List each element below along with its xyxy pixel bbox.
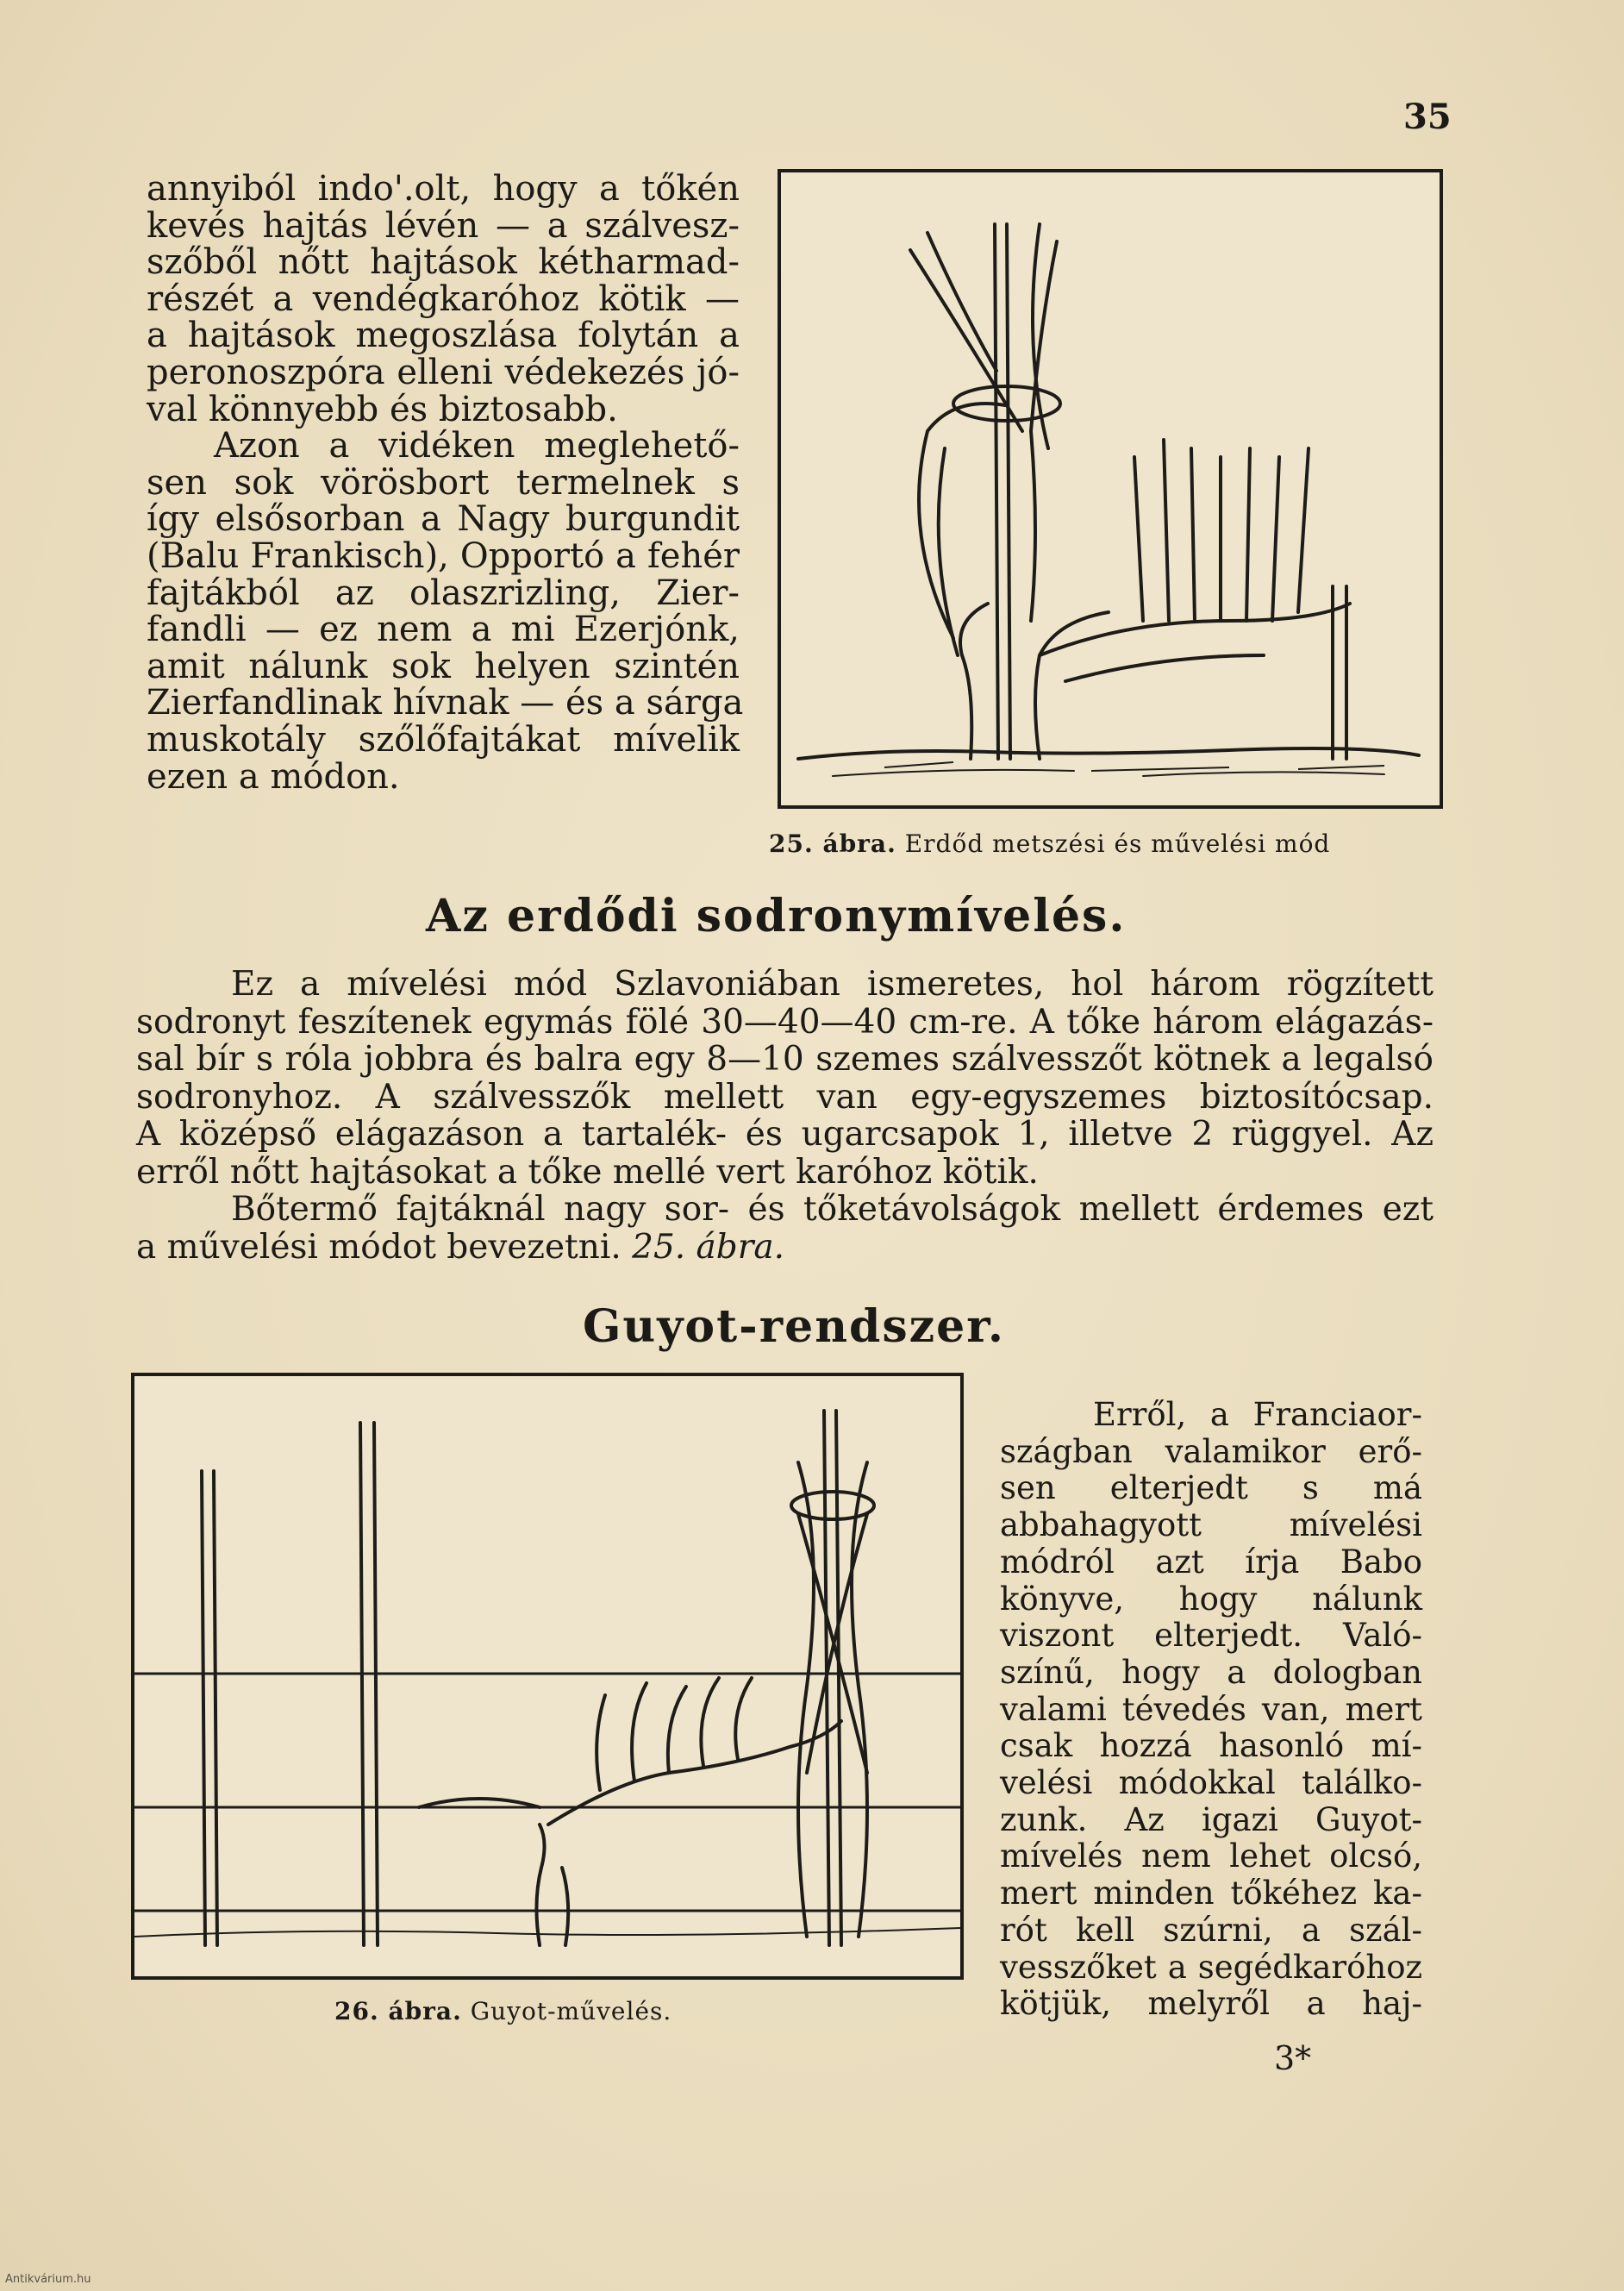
text-line: val könnyebb és biztosabb. bbox=[147, 389, 618, 429]
signature-mark: 3* bbox=[1274, 2039, 1312, 2077]
text-line: viszont elterjedt. Való- bbox=[1000, 1617, 1422, 1655]
text-line bbox=[136, 1229, 1433, 1267]
section-1-body bbox=[136, 966, 1433, 1266]
text-line: színű, hogy a dologban bbox=[1000, 1653, 1422, 1691]
text-line: rót kell szúrni, a szál- bbox=[1000, 1911, 1422, 1949]
text-line-content: a művelési módot bevezetni. bbox=[136, 1227, 621, 1267]
watermark: Antikvárium.hu bbox=[5, 2273, 91, 2286]
text-line: abbahagyott mívelési bbox=[1000, 1506, 1422, 1544]
text-line: Zierfandlinak hívnak — és a sárga bbox=[147, 683, 744, 723]
figure-26-caption-number: 26. ábra. bbox=[334, 1997, 462, 2025]
text-line: valami tévedés van, mert bbox=[1000, 1690, 1422, 1728]
text-line: sodronyhoz. A szálvesszők mellett van egy-egyszemes biztosítócsap. bbox=[136, 1077, 1433, 1117]
section-2-body bbox=[1000, 1397, 1422, 2023]
text-line: szőből nőtt hajtások kétharmad- bbox=[147, 242, 740, 283]
text-line: kötjük, melyről a haj- bbox=[1000, 1985, 1422, 2023]
text-line: Azon a vidéken meglehető- bbox=[214, 426, 740, 466]
figure-reference: 25. ábra. bbox=[632, 1227, 785, 1267]
text-line: mívelés nem lehet olcsó, bbox=[1000, 1837, 1422, 1875]
text-line: így elsősorban a Nagy burgundit bbox=[147, 499, 740, 540]
text-line: sen elterjedt s má bbox=[1000, 1469, 1422, 1507]
vine-trellis-drawing-icon bbox=[134, 1376, 960, 1976]
vine-drawing-icon bbox=[781, 172, 1440, 805]
text-line: fandli — ez nem a mi Ezerjónk, bbox=[147, 610, 740, 650]
figure-26-caption bbox=[334, 1997, 671, 2025]
text-line: könyve, hogy nálunk bbox=[1000, 1580, 1422, 1618]
figure-25-caption bbox=[769, 829, 1330, 858]
text-line: Bőtermő fajtáknál nagy sor- és tőketávolságok mellett érdemes ezt bbox=[231, 1190, 1433, 1229]
text-line: muskotály szőlőfajtákat mívelik bbox=[147, 719, 740, 760]
text-line: (Balu Frankisch), Opportó a fehér bbox=[147, 535, 740, 576]
text-line: erről nőtt hajtásokat a tőke mellé vert karóhoz kötik. bbox=[136, 1152, 1039, 1192]
text-line: szágban valamikor erő- bbox=[1000, 1432, 1422, 1470]
figure-25-erdod-vine-illustration bbox=[778, 169, 1443, 809]
text-line: csak hozzá hasonló mí- bbox=[1000, 1727, 1422, 1765]
text-line: módról azt írja Babo bbox=[1000, 1543, 1422, 1581]
text-line: sal bír s róla jobbra és balra egy 8—10 szemes szálvesszőt kötnek a legalsó bbox=[136, 1040, 1433, 1079]
text-line: Ez a mívelési mód Szlavoniában ismeretes, hol három rögzített bbox=[231, 965, 1433, 1004]
text-line: zunk. Az igazi Guyot- bbox=[1000, 1800, 1422, 1838]
figure-25-caption-text: Erdőd metszési és művelési mód bbox=[904, 829, 1331, 858]
page-number: 35 bbox=[1403, 97, 1452, 137]
figure-25-caption-number: 25. ábra. bbox=[769, 829, 896, 858]
text-line: vesszőket a segédkaróhoz bbox=[1000, 1948, 1422, 1986]
figure-26-guyot-vine-illustration bbox=[131, 1373, 964, 1980]
figure-26-caption-text: Guyot-művelés. bbox=[470, 1997, 672, 2025]
text-line: fajtákból az olaszrizling, Zier- bbox=[147, 573, 740, 613]
section-title-erdodi-sodronymiveles: Az erdődi sodronymívelés. bbox=[426, 890, 1127, 942]
text-line: Erről, a Franciaor- bbox=[1093, 1396, 1422, 1433]
text-line: peronoszpóra elleni védekezés jó- bbox=[147, 352, 740, 392]
text-line: annyiból indo'.olt, hogy a tőkén bbox=[147, 169, 740, 209]
text-line: amit nálunk sok helyen szintén bbox=[147, 646, 740, 686]
text-line: ezen a módon. bbox=[147, 756, 400, 797]
text-line: a hajtások megoszlása folytán a bbox=[147, 316, 740, 356]
top-text-column bbox=[147, 169, 744, 797]
text-line: A középső elágazáson a tartalék- és ugarcsapok 1, illetve 2 rüggyel. Az bbox=[136, 1115, 1433, 1154]
text-line: mert minden tőkéhez ka- bbox=[1000, 1875, 1422, 1912]
text-line: sen sok vörösbort termelnek s bbox=[147, 462, 740, 503]
text-line: velési módokkal találko- bbox=[1000, 1764, 1422, 1802]
text-line: sodronyt feszítenek egymás fölé 30—40—40 cm-re. A tőke három elágazás- bbox=[136, 1002, 1433, 1042]
text-line: részét a vendégkaróhoz kötik — bbox=[147, 279, 740, 319]
section-title-guyot-rendszer: Guyot-rendszer. bbox=[583, 1300, 1005, 1353]
text-line: kevés hajtás lévén — a szálvesz- bbox=[147, 205, 740, 246]
